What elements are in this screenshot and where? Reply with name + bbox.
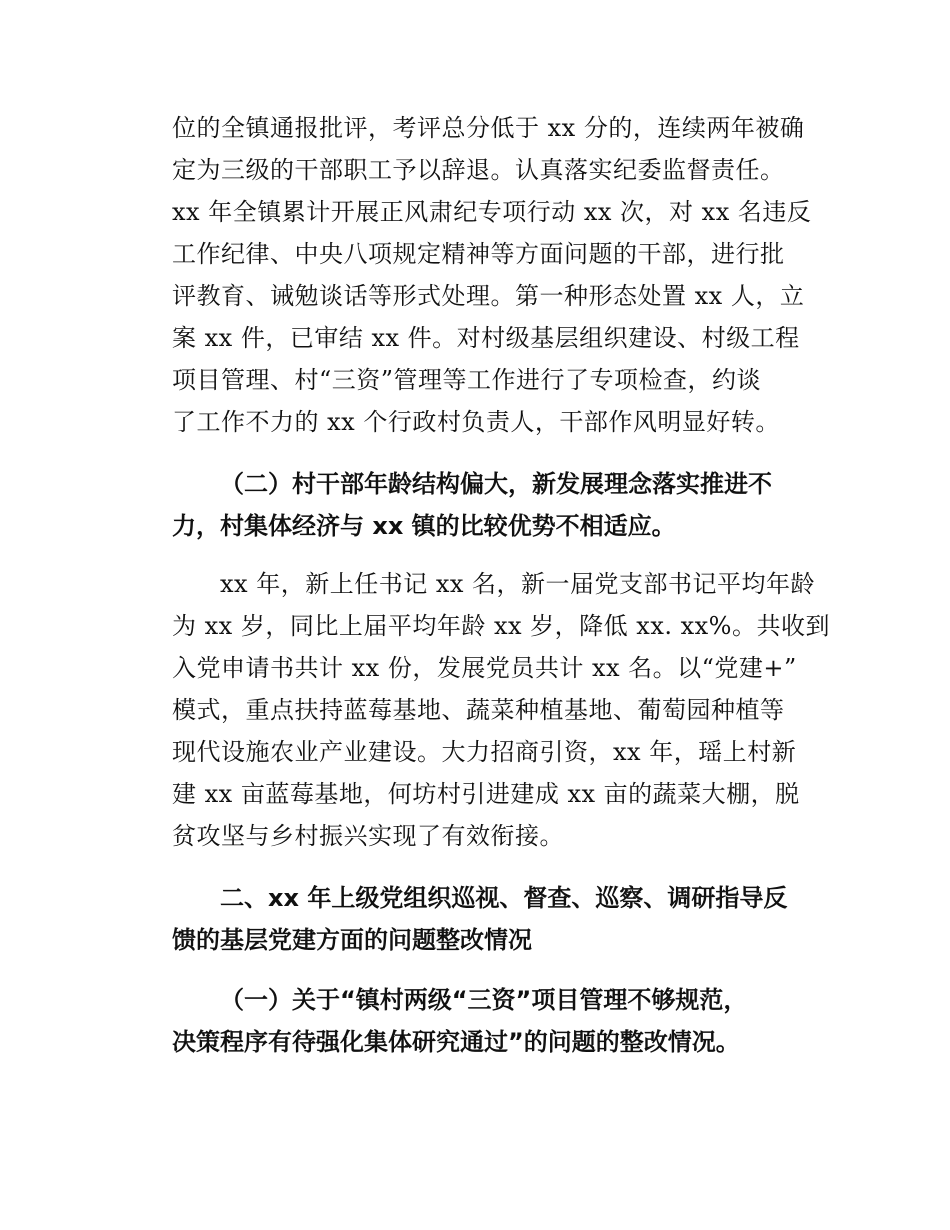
text-line: 现代设施农业产业建设。大力招商引资，xx 年，瑶上村新 xyxy=(172,738,797,766)
text-line: 工作纪律、中央八项规定精神等方面问题的干部，进行批 xyxy=(172,240,785,268)
text-line: 位的全镇通报批评，考评总分低于 xx 分的，连续两年被确 xyxy=(172,114,805,142)
text-line: 定为三级的干部职工予以辞退。认真落实纪委监督责任。 xyxy=(172,156,785,184)
heading-line: （一）关于“镇村两级“三资”项目管理不够规范， xyxy=(220,986,748,1014)
text-line: 评教育、诫勉谈话等形式处理。第一种形态处置 xx 人，立 xyxy=(172,282,805,310)
text-line: 为 xx 岁，同比上届平均年龄 xx 岁，降低 xx. xx%。共收到 xyxy=(172,612,830,640)
text-line: 模式，重点扶持蓝莓基地、蔬菜种植基地、葡萄园种植等 xyxy=(172,696,785,724)
heading-line: 馈的基层党建方面的问题整改情况 xyxy=(172,926,532,954)
heading-line: 决策程序有待强化集体研究通过”的问题的整改情况。 xyxy=(172,1028,740,1056)
heading-line: （二）村干部年龄结构偏大，新发展理念落实推进不 xyxy=(220,470,772,498)
text-line: xx 年全镇累计开展正风肃纪专项行动 xx 次，对 xx 名违反 xyxy=(172,198,812,226)
text-line: xx 年，新上任书记 xx 名，新一届党支部书记平均年龄 xyxy=(220,570,816,598)
text-line: 案 xx 件，已审结 xx 件。对村级基层组织建设、村级工程 xyxy=(172,324,800,352)
text-line: 建 xx 亩蓝莓基地，何坊村引进建成 xx 亩的蔬菜大棚，脱 xyxy=(172,780,800,808)
text-line: 了工作不力的 xx 个行政村负责人，干部作风明显好转。 xyxy=(172,408,780,436)
text-line: 贫攻坚与乡村振兴实现了有效衔接。 xyxy=(172,822,564,850)
heading-line: 力，村集体经济与 xx 镇的比较优势不相适应。 xyxy=(172,512,676,540)
text-line: 项目管理、村“三资”管理等工作进行了专项检查，约谈 xyxy=(172,366,762,394)
heading-line: 二、xx 年上级党组织巡视、督查、巡察、调研指导反 xyxy=(220,884,788,912)
text-line: 入党申请书共计 xx 份，发展党员共计 xx 名。以“党建+” xyxy=(172,654,797,682)
